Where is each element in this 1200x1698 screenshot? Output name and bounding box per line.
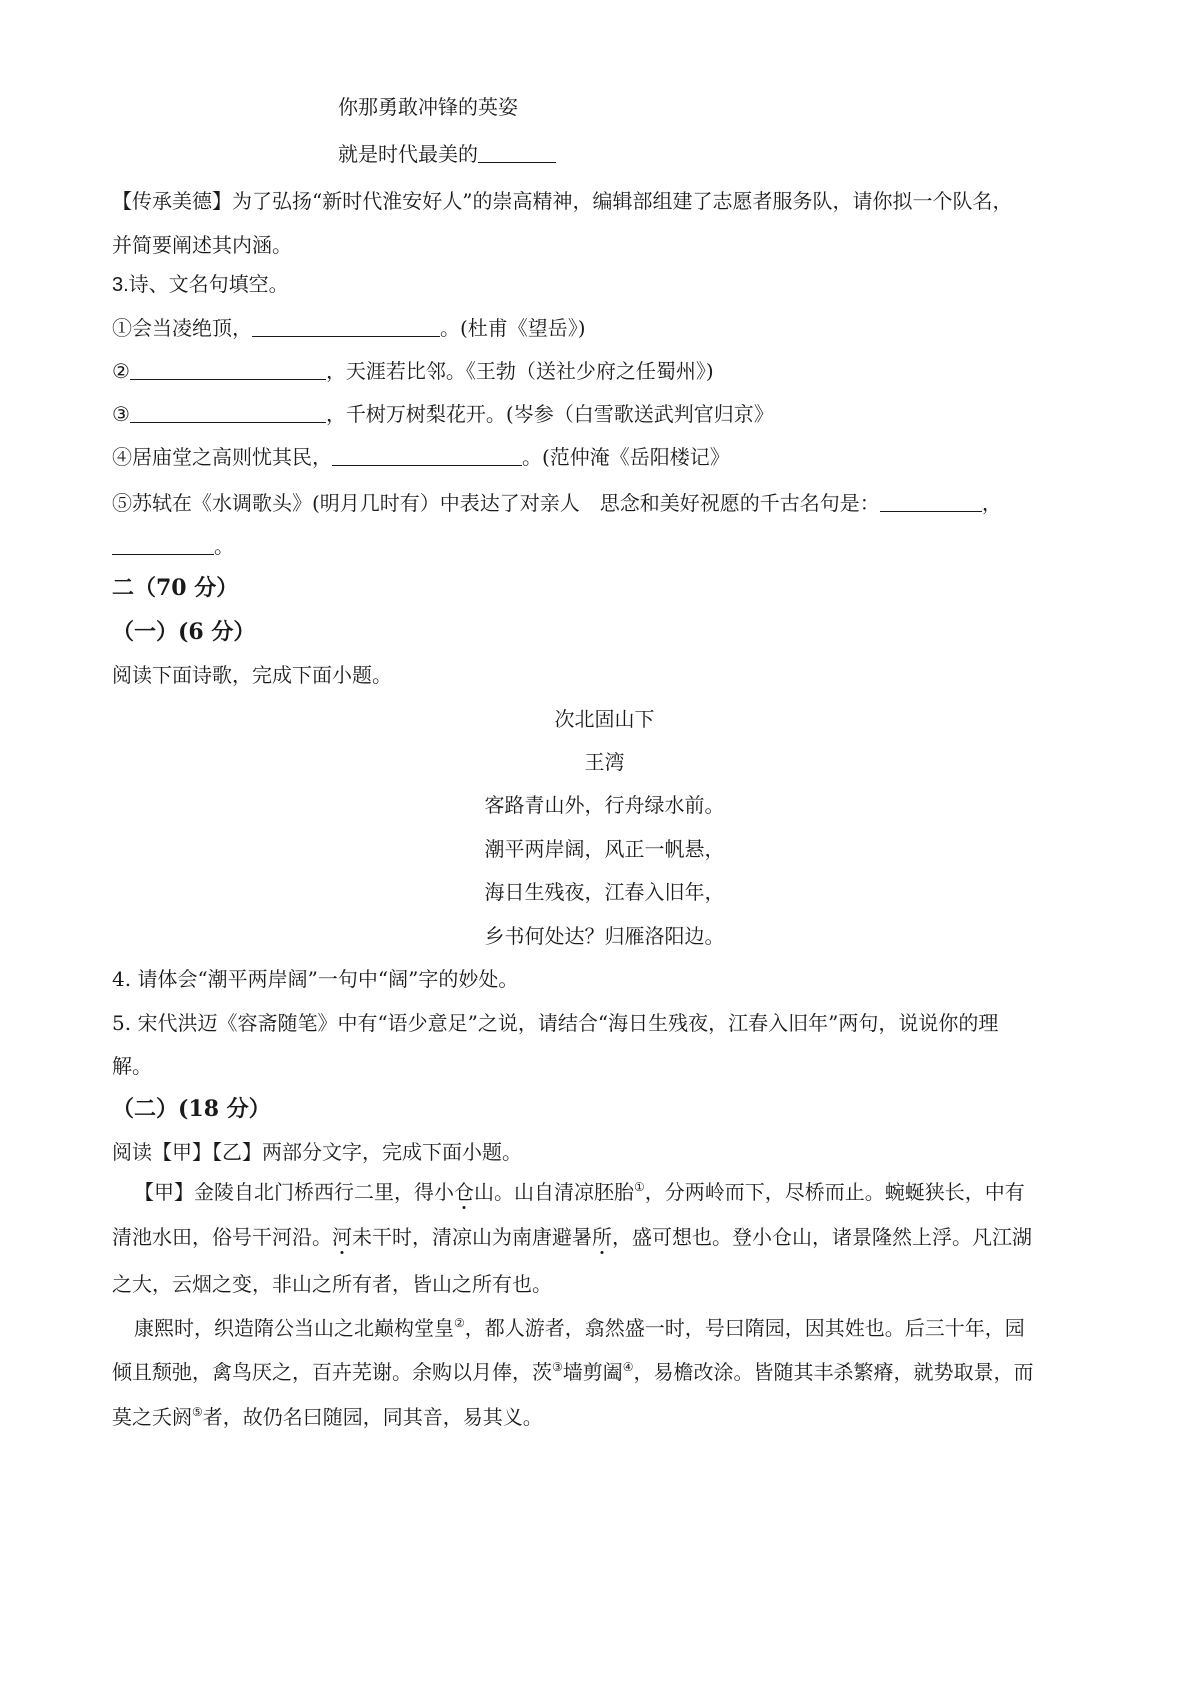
poem-title: 次北固山下 (554, 707, 655, 731)
poem-line: 乡书何处达？归雁洛阳边。 (484, 924, 725, 948)
answer-blank[interactable] (332, 443, 522, 466)
heritage-task-line-2: 并简要阐述其内涵。 (112, 233, 292, 257)
passage-jia-line-1: 【甲】金陵自北门桥西行二里，得小仓山。山自清凉胚胎①，分两岭而下，尽桥而止。蜿蜒狭长，中有 (134, 1180, 1025, 1204)
part-2-title: （二）(18 分） (112, 1096, 271, 1122)
part-1-intro: 阅读下面诗歌，完成下面小题。 (112, 663, 392, 687)
answer-blank[interactable] (478, 140, 556, 163)
section-2-title: 二（70 分） (112, 575, 239, 601)
q3-item-4: ④居庙堂之高则忧其民， 。(范仲淹《岳阳楼记》 (112, 445, 730, 469)
answer-blank[interactable] (130, 400, 326, 423)
q3-item-5: ⑤苏轼在《水调歌头》(明月几时有）中表达了对亲人 思念和美好祝愿的千古名句是： ， (112, 491, 1002, 515)
answer-blank[interactable] (880, 489, 982, 512)
q3-item-5-cont: 。 (112, 531, 1097, 561)
question-5-line-2: 解。 (112, 1054, 152, 1078)
answer-blank[interactable] (112, 532, 214, 555)
poem-tail-line-2: 就是时代最美的 (338, 139, 1200, 169)
passage-para-2-line-2: 倾且颓弛，禽鸟厌之，百卉芜谢。余购以月俸，茨③墙剪阖④，易檐改涂。皆随其丰杀繁瘠，就势取景，而 (112, 1360, 1034, 1384)
poem-author: 王湾 (584, 750, 625, 774)
part-1-title: （一）(6 分） (112, 619, 256, 645)
q3-item-1: ①会当凌绝顶， 。(杜甫《望岳》) (112, 316, 586, 340)
heritage-task-line-1: 【传承美德】为了弘扬“新时代淮安好人”的崇高精神，编辑部组建了志愿者服务队，请你拟一个队名， (112, 189, 1013, 213)
question-3-title: 3.诗、文名句填空。 (112, 274, 289, 296)
poem-line: 潮平两岸阔，风正一帆悬， (484, 837, 725, 861)
passage-para-2-line-3: 莫之夭阏⑤者，故仍名曰随园，同其音，易其义。 (112, 1405, 543, 1429)
poem-line: 客路青山外，行舟绿水前。 (484, 793, 725, 817)
passage-jia-line-3: 之大，云烟之变，非山之所有者，皆山之所有也。 (112, 1272, 552, 1296)
question-4: 4. 请体会“潮平两岸阔”一句中“阔”字的妙处。 (112, 967, 519, 991)
question-5-line-1: 5. 宋代洪迈《容斋随笔》中有“语少意足”之说，请结合“海日生残夜，江春入旧年”两句，说说你的理 (112, 1011, 999, 1035)
poem-line: 海日生残夜，江春入旧年， (484, 880, 725, 904)
part-2-intro: 阅读【甲】【乙】两部分文字，完成下面小题。 (112, 1140, 522, 1164)
answer-blank[interactable] (130, 357, 326, 380)
q3-item-2: ② ，天涯若比邻。《王勃（送社少府之任蜀州》) (112, 359, 714, 383)
q3-item-3: ③ ，千树万树梨花开。(岑参（白雪歌送武判官归京》 (112, 402, 774, 426)
passage-jia-line-2: 清池水田，俗号干河沿。河未干时，清凉山为南唐避暑所，盛可想也。登小仓山，诸景隆然上浮。凡江湖 (112, 1225, 1032, 1249)
passage-para-2-line-1: 康熙时，织造隋公当山之北巅构堂皇②，都人游者，翕然盛一时，号曰隋园，因其姓也。后三十年，园 (134, 1316, 1025, 1340)
poem-tail-line-1: 你那勇敢冲锋的英姿 (338, 95, 518, 119)
answer-blank[interactable] (252, 314, 440, 337)
